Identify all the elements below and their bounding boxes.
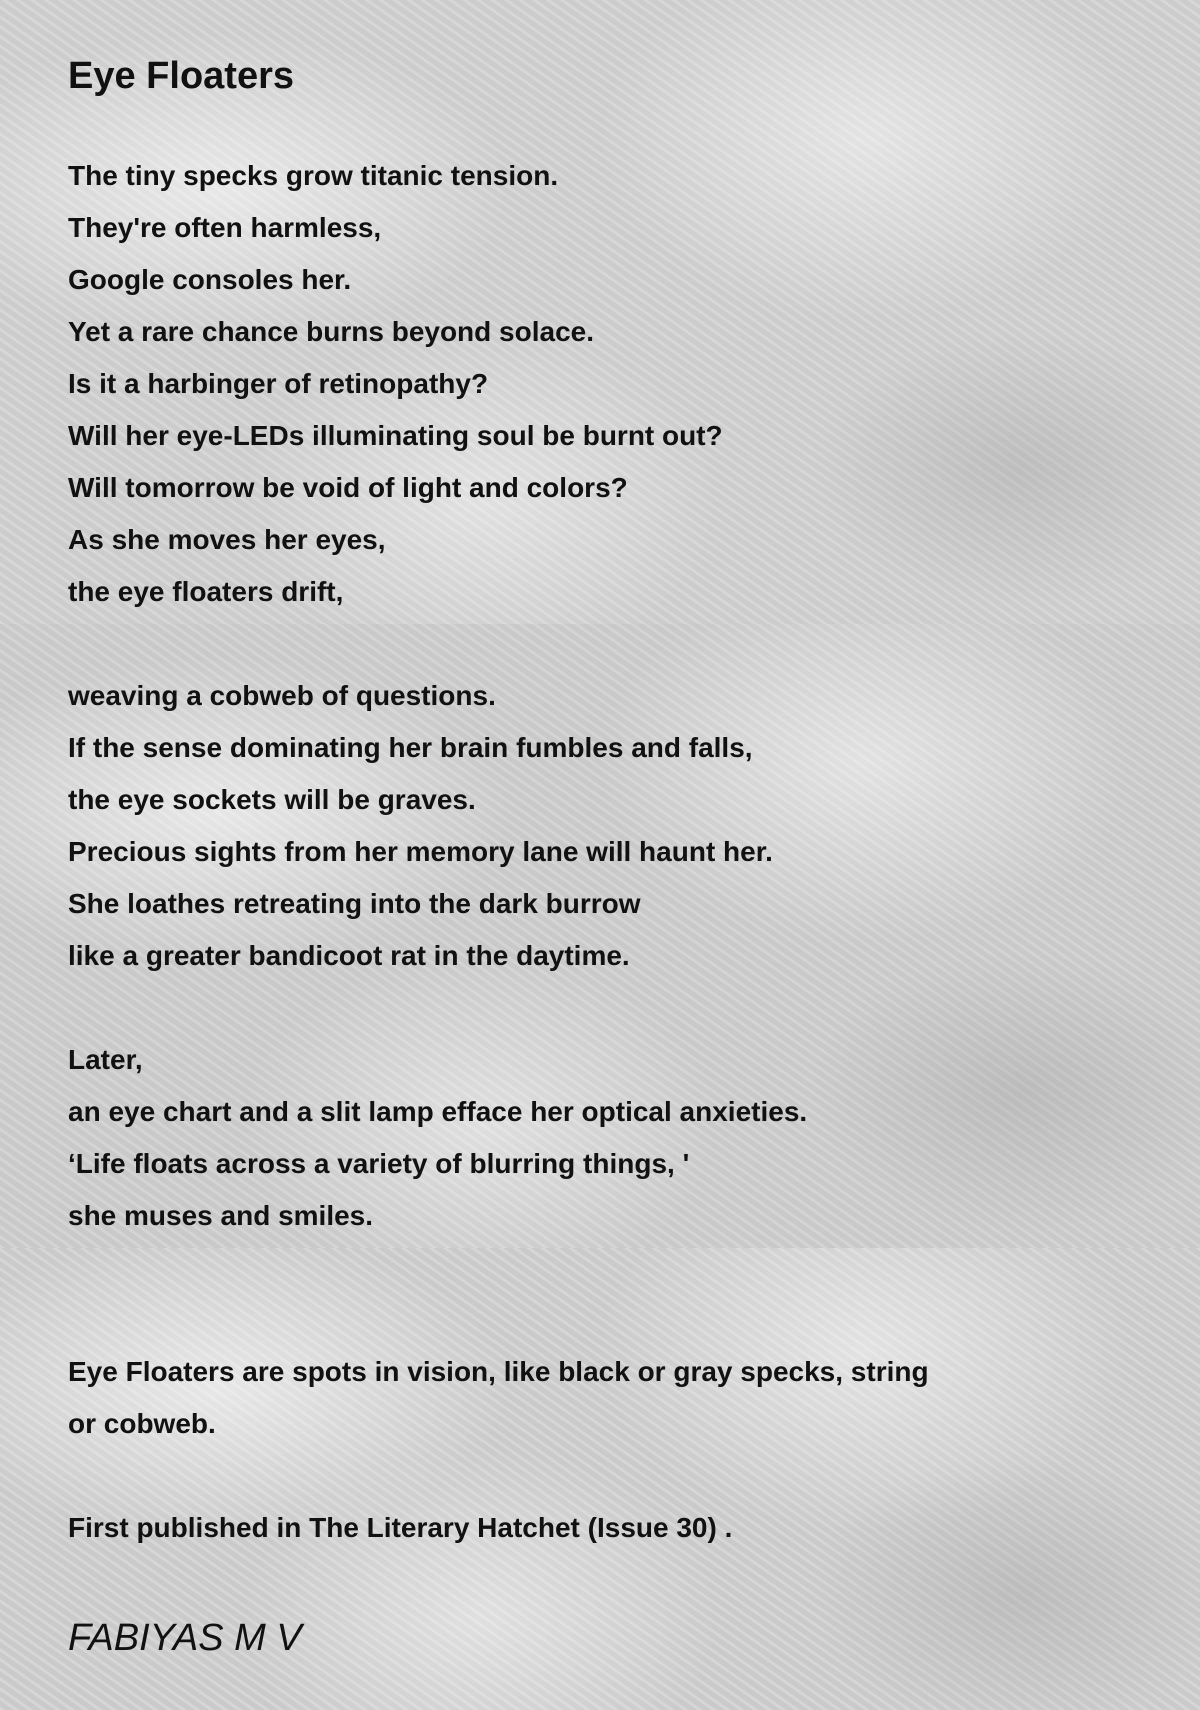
poem-line: They're often harmless,	[68, 212, 382, 243]
poem-line: Precious sights from her memory lane will haunt her.	[68, 836, 773, 867]
note-line: or cobweb.	[68, 1408, 216, 1439]
poem-line: Is it a harbinger of retinopathy?	[68, 368, 489, 399]
poem-line: the eye sockets will be graves.	[68, 784, 476, 815]
poem-line: Will tomorrow be void of light and colors?	[68, 472, 628, 503]
poem-note	[68, 1346, 929, 1450]
poem-line: weaving a cobweb of questions.	[68, 680, 496, 711]
poem-line: The tiny specks grow titanic tension.	[68, 160, 559, 191]
poem-line: the eye floaters drift,	[68, 576, 344, 607]
poem-line: Yet a rare chance burns beyond solace.	[68, 316, 594, 347]
poem-line: she muses and smiles.	[68, 1200, 374, 1231]
poem-card	[68, 50, 1148, 1659]
stanza-break	[68, 618, 929, 670]
poem-line: If the sense dominating her brain fumbles and falls,	[68, 732, 753, 763]
note-line: Eye Floaters are spots in vision, like black or gray specks, string	[68, 1356, 929, 1387]
poem-line: Later,	[68, 1044, 143, 1075]
poem-line: Google consoles her.	[68, 264, 352, 295]
publication-credit: First published in The Literary Hatchet (Issue 30) .	[68, 1512, 733, 1543]
poem-line: She loathes retreating into the dark burrow	[68, 888, 641, 919]
stanza-2	[68, 670, 929, 982]
poem-line: like a greater bandicoot rat in the daytime.	[68, 940, 630, 971]
stanza-1	[68, 150, 929, 618]
stanza-break	[68, 1294, 929, 1346]
stanza-break	[68, 1450, 929, 1502]
stanza-break	[68, 982, 929, 1034]
poem-line: As she moves her eyes,	[68, 524, 386, 555]
author-name: FABIYAS M V	[68, 1617, 302, 1659]
poem-line: ‘Life floats across a variety of blurring things, '	[68, 1148, 690, 1179]
poem-line: an eye chart and a slit lamp efface her optical anxieties.	[68, 1096, 808, 1127]
poem-line: Will her eye-LEDs illuminating soul be burnt out?	[68, 420, 723, 451]
poem-body	[68, 150, 929, 1554]
poem-title: Eye Floaters	[68, 55, 294, 97]
stanza-3	[68, 1034, 929, 1242]
stanza-break	[68, 1242, 929, 1294]
